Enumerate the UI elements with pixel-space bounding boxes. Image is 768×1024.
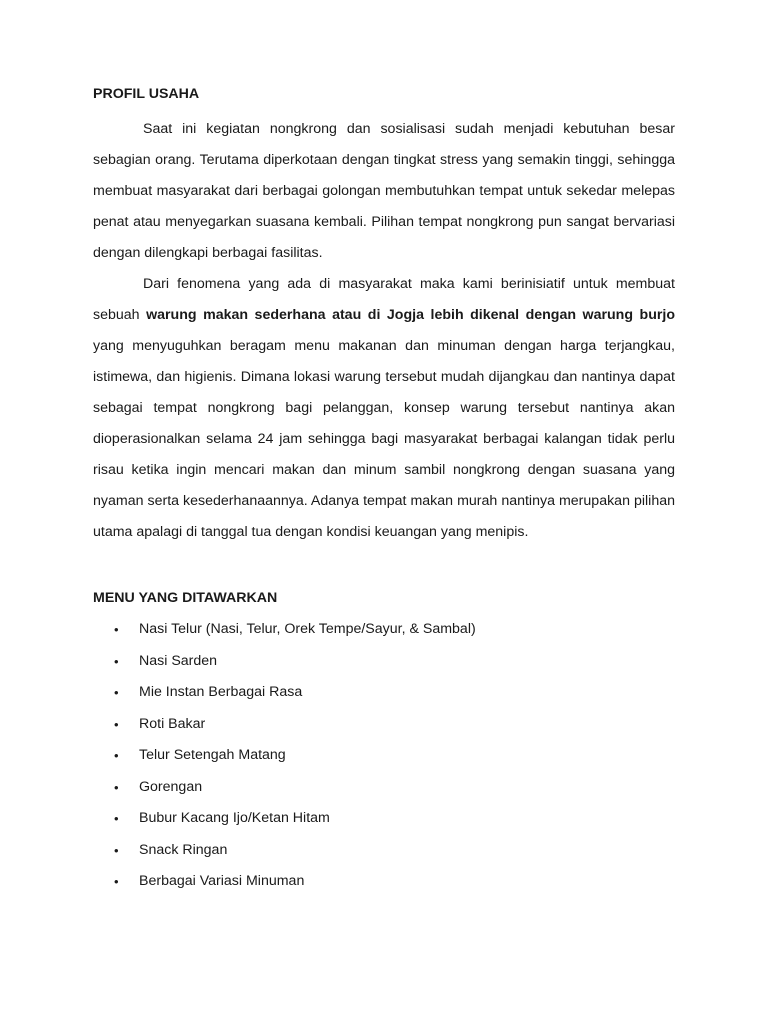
menu-item-label: Snack Ringan: [139, 841, 228, 858]
menu-list-item: [93, 835, 675, 867]
paragraph-intro: Saat ini kegiatan nongkrong dan sosialisasi sudah menjadi kebutuhan besar sebagian orang. Terutama diperkotaan dengan tingkat stress yang semakin tinggi, sehingga membuat masyarakat dari berbagai golongan membutuhkan tempat untuk sekedar melepas penat atau menyegarkan suasana kembali. Pilihan tempat nongkrong pun sangat bervariasi dengan dilengkapi berbagai fasilitas.: [93, 121, 675, 261]
bullet-icon: •: [114, 622, 119, 637]
bullet-icon: •: [114, 653, 119, 669]
menu-item-label: Bubur Kacang Ijo/Ketan Hitam: [139, 810, 330, 826]
bullet-icon: •: [114, 748, 119, 763]
section-heading-menu: MENU YANG DITAWARKAN: [93, 590, 278, 606]
paragraph-concept-start: Dari fenomena yang ada di masyarakat maka kami berinisiatif untuk membuat sebuah: [93, 276, 675, 323]
menu-item-label: Nasi Telur (Nasi, Telur, Orek Tempe/Sayur, & Sambal): [139, 621, 476, 637]
menu-list-item: [93, 677, 675, 709]
menu-item-label: Gorengan: [139, 778, 203, 795]
menu-list-item: [93, 740, 675, 772]
menu-item-label: Mie Instan Berbagai Rasa: [139, 684, 303, 700]
menu-list-item: [93, 772, 675, 804]
menu-list-item: [93, 803, 675, 835]
menu-item-label: Roti Bakar: [139, 715, 206, 732]
paragraph-concept-bold: warung makan sederhana atau di Jogja lebih dikenal dengan warung burjo: [146, 307, 675, 323]
menu-item-label: Telur Setengah Matang: [139, 747, 286, 763]
bullet-icon: •: [114, 779, 119, 795]
menu-list-item: [93, 709, 675, 741]
bullet-icon: •: [114, 842, 119, 858]
section-heading-profil-usaha: PROFIL USAHA: [93, 86, 200, 102]
menu-list-item: [93, 614, 675, 646]
menu-list: [93, 614, 675, 898]
menu-item-label: Nasi Sarden: [139, 652, 218, 669]
paragraph-concept: [93, 269, 675, 548]
menu-list-item: [93, 866, 675, 898]
document-content: [93, 84, 675, 898]
menu-list-item: [93, 646, 675, 678]
paragraph-concept-end: yang menyuguhkan beragam menu makanan dan minuman dengan harga terjangkau, istimewa, dan higienis. Dimana lokasi warung tersebut mudah dijangkau dan nantinya dapat sebagai tempat nongkrong bagi pelanggan, konsep warung tersebut nantinya akan dioperasionalkan selama 24 jam sehingga bagi masyarakat berbagai kalangan tidak perlu risau ketika ingin mencari makan dan minum sambil nongkrong dengan suasana yang nyaman serta kesederhanaannya. Adanya tempat makan murah nantinya merupakan pilihan utama apalagi di tanggal tua dengan kondisi keuangan yang menipis.: [93, 338, 675, 540]
bullet-icon: •: [114, 811, 119, 826]
section-spacer: [93, 548, 675, 588]
bullet-icon: •: [114, 685, 119, 700]
menu-item-label: Berbagai Variasi Minuman: [139, 873, 305, 889]
bullet-icon: •: [114, 874, 119, 889]
bullet-icon: •: [114, 716, 119, 732]
